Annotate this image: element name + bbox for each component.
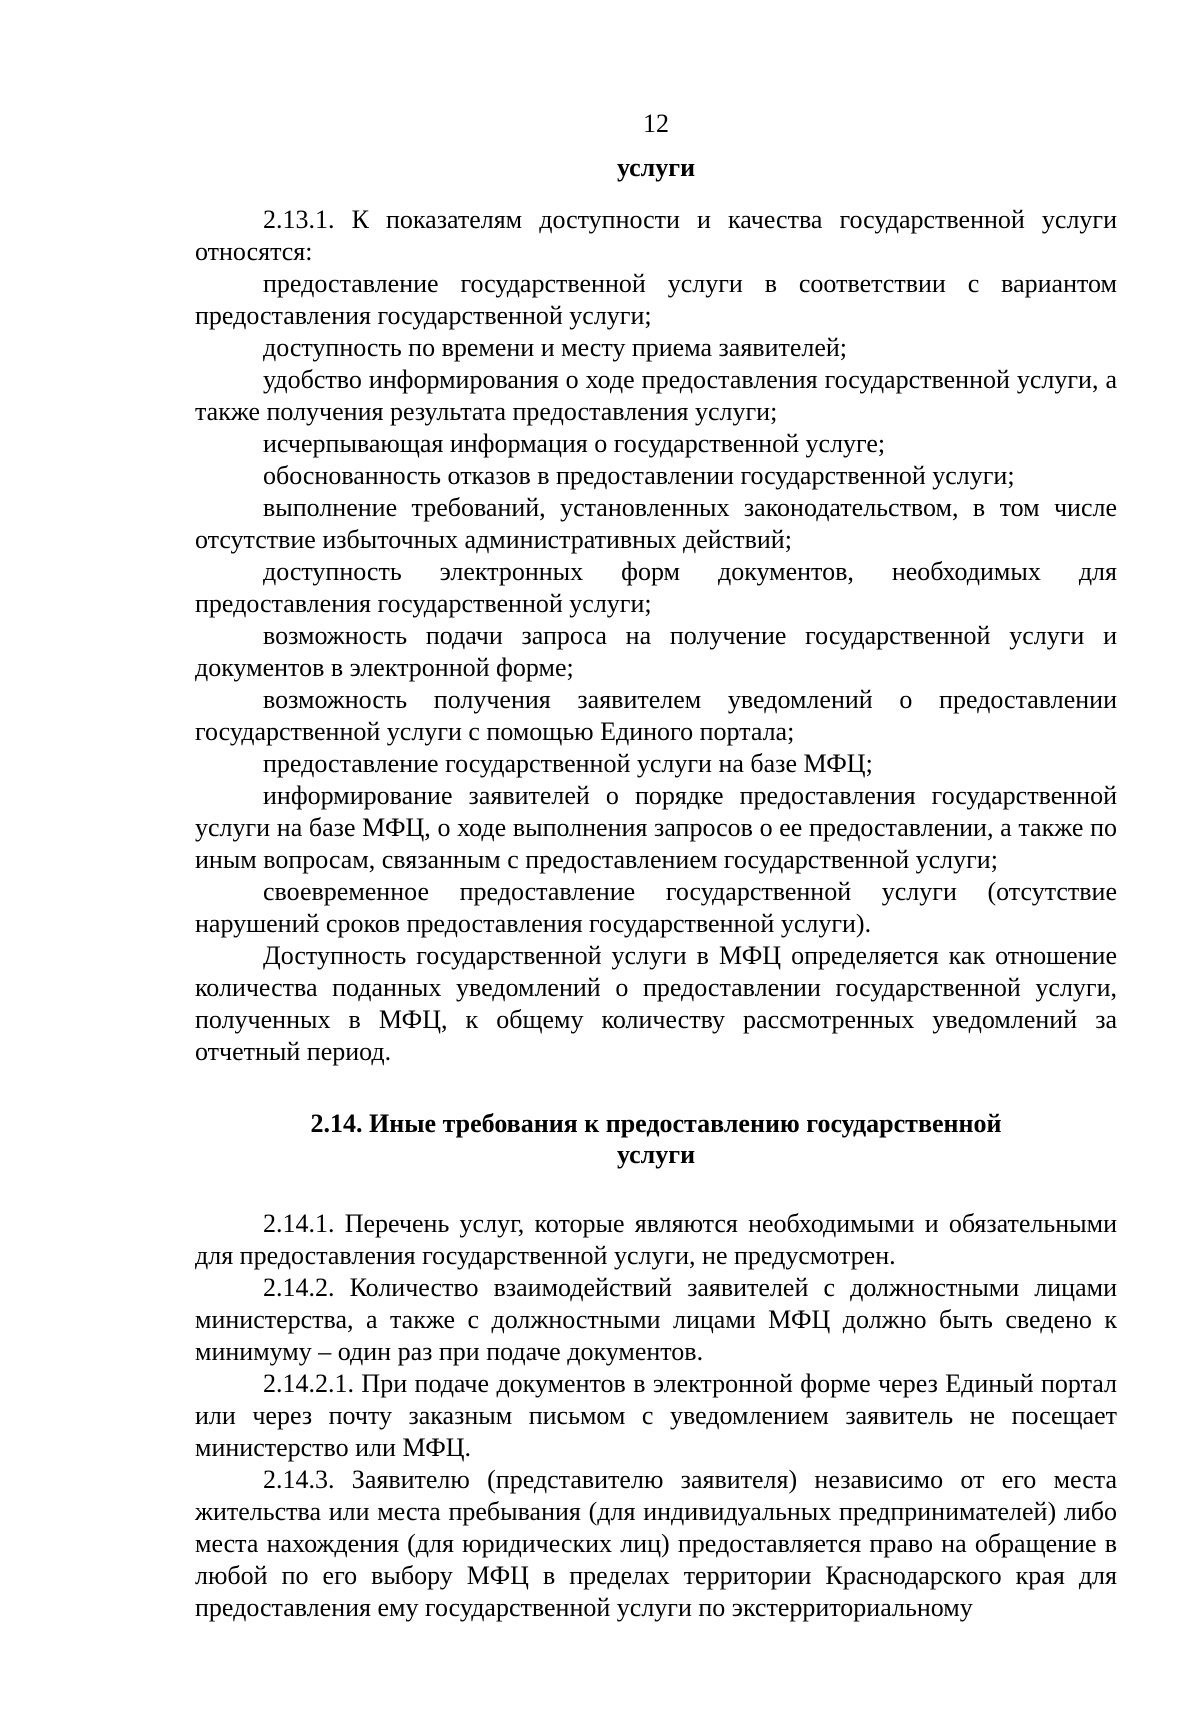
paragraph: удобство информирования о ходе предоставления государственной услуги, а также получения результата предоставления услуги;	[195, 365, 1117, 426]
paragraph: возможность подачи запроса на получение государственной услуги и документов в электронной форме;	[195, 621, 1117, 682]
paragraph: выполнение требований, установленных законодательством, в том числе отсутствие избыточных административных действий;	[195, 493, 1117, 554]
paragraph: предоставление государственной услуги на базе МФЦ;	[263, 749, 873, 778]
section-title	[195, 1108, 1117, 1170]
section-title-line: 2.14. Иные требования к предоставлению государственной	[310, 1109, 1002, 1138]
heading-continuation: услуги	[616, 153, 696, 182]
section-title-line: услуги	[616, 1140, 696, 1169]
paragraph: 2.14.3. Заявителю (представителю заявителя) независимо от его места жительства или места пребывания (для индивидуальных предпринимателей) либо места нахождения (для юридических лиц) предоставляется право на обращение в любой по его выбору МФЦ в пределах территории Краснодарского края для предоставления ему государственной услуги по экстерриториальному	[195, 1465, 1117, 1622]
paragraph: 2.14.1. Перечень услуг, которые являются необходимыми и обязательными для предоставления государственной услуги, не предусмотрен.	[195, 1209, 1117, 1270]
document-page	[195, 108, 1117, 1624]
paragraph: обоснованность отказов в предоставлении государственной услуги;	[263, 461, 1015, 490]
paragraph: Доступность государственной услуги в МФЦ определяется как отношение количества поданных уведомлений о предоставлении государственной услуги, полученных в МФЦ, к общему количеству рассмотренных уведомлений за отчетный период.	[195, 941, 1117, 1066]
paragraph: исчерпывающая информация о государственной услуге;	[263, 429, 886, 458]
paragraph: доступность по времени и месту приема заявителей;	[263, 333, 848, 362]
page-number: 12	[643, 109, 669, 138]
paragraph: своевременное предоставление государственной услуги (отсутствие нарушений сроков предоставления государственной услуги).	[195, 877, 1117, 938]
paragraph: 2.14.2. Количество взаимодействий заявителей с должностными лицами министерства, а также с должностными лицами МФЦ должно быть сведено к минимуму – один раз при подаче документов.	[195, 1273, 1117, 1366]
paragraph: возможность получения заявителем уведомлений о предоставлении государственной услуги с помощью Единого портала;	[195, 685, 1117, 746]
paragraph: 2.14.2.1. При подаче документов в электронной форме через Единый портал или через почту заказным письмом с уведомлением заявитель не посещает министерство или МФЦ.	[195, 1369, 1117, 1462]
paragraph: информирование заявителей о порядке предоставления государственной услуги на базе МФЦ, о ходе выполнения запросов о ее предоставлении, а также по иным вопросам, связанным с предоставлением государственной услуги;	[195, 781, 1117, 874]
paragraph: предоставление государственной услуги в соответствии с вариантом предоставления государственной услуги;	[195, 269, 1117, 330]
paragraph: 2.13.1. К показателям доступности и качества государственной услуги относятся:	[195, 205, 1117, 266]
paragraph: доступность электронных форм документов, необходимых для предоставления государственной услуги;	[195, 557, 1117, 618]
